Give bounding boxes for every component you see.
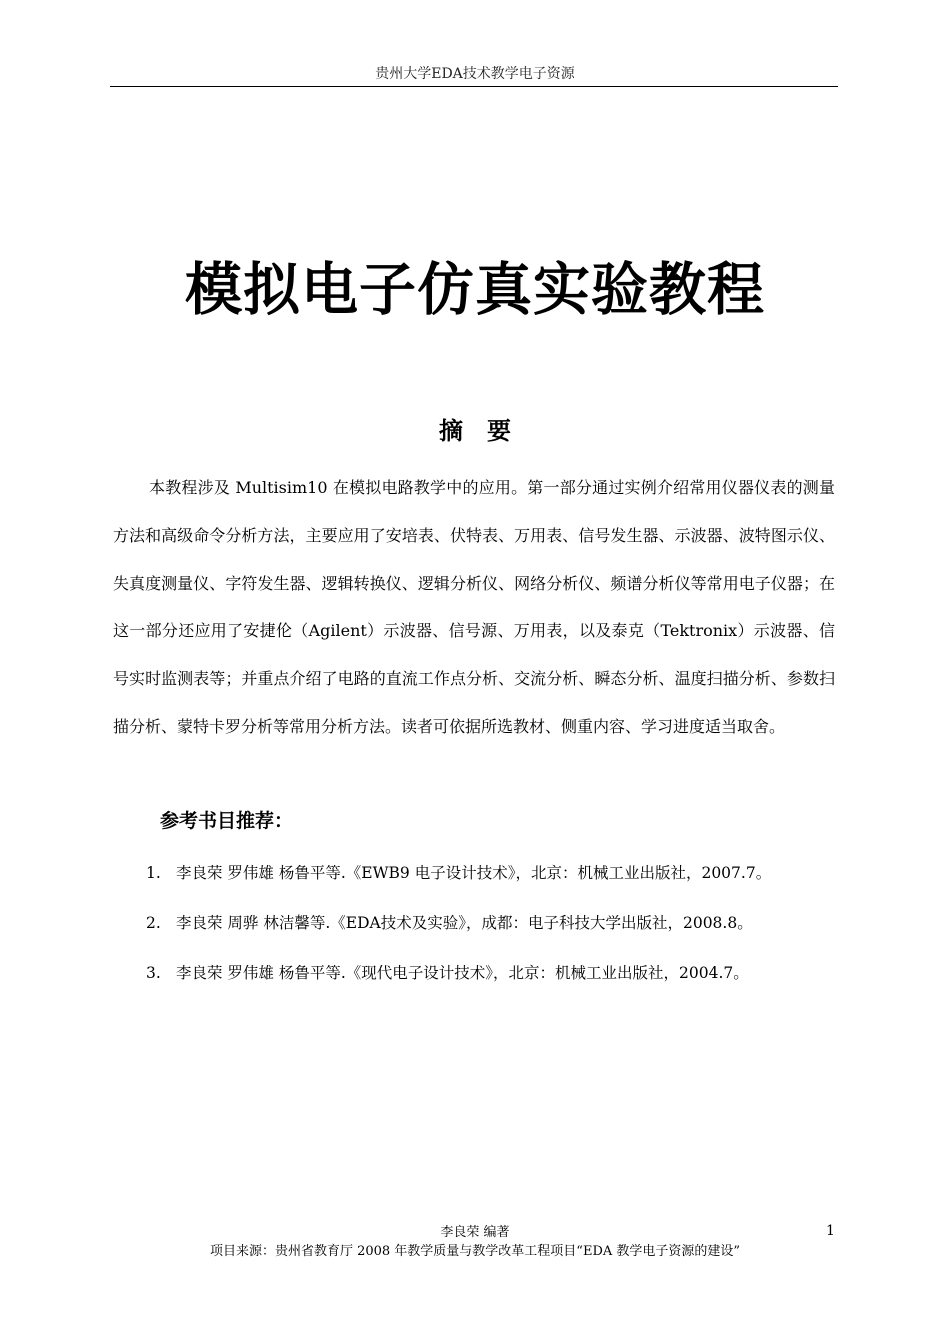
reference-text: 李良荣 周骅 林洁馨等.《EDA技术及实验》，成都：电子科技大学出版社，2008.8。: [176, 914, 753, 932]
reference-text: 李良荣 罗伟雄 杨鲁平等.《EWB9 电子设计技术》，北京：机械工业出版社，2007.7。: [176, 864, 772, 882]
header-divider: [110, 86, 838, 87]
document-title: 模拟电子仿真实验教程: [185, 257, 765, 323]
abstract-body: 本教程涉及 Multisim10 在模拟电路教学中的应用。第一部分通过实例介绍常用仪器仪表的测量方法和高级命令分析方法，主要应用了安培表、伏特表、万用表、信号发生器、示波器、波特图示仪、失真度测量仪、字符发生器、逻辑转换仪、逻辑分析仪、网络分析仪、频谱分析仪等常用电子仪器；在这一部分还应用了安捷伦（Agilent）示波器、信号源、万用表，以及泰克（Tektronix）示波器、信号实时监测表等；并重点介绍了电路的直流工作点分析、交流分析、瞬态分析、温度扫描分析、参数扫描分析、蒙特卡罗分析等常用分析方法。读者可依据所选教材、侧重内容、学习进度适当取舍。: [113, 478, 835, 736]
reference-text: 李良荣 罗伟雄 杨鲁平等.《现代电子设计技术》，北京：机械工业出版社，2004.7。: [176, 964, 749, 982]
page-header: 贵州大学EDA技术教学电子资源: [375, 66, 575, 82]
references-list: [146, 848, 846, 998]
reference-item: [146, 948, 846, 998]
reference-number: 3.: [146, 964, 161, 982]
reference-number: 1.: [146, 864, 161, 882]
references-heading: 参考书目推荐：: [160, 810, 294, 832]
abstract-heading: 摘 要: [439, 417, 511, 445]
page-number: 1: [826, 1223, 835, 1239]
reference-item: [146, 848, 846, 898]
footer-author: 李良荣 编著: [440, 1225, 510, 1240]
footer-project-source: 项目来源：贵州省教育厅 2008 年教学质量与教学改革工程项目“EDA 教学电子资源的建设”: [209, 1244, 741, 1259]
reference-number: 2.: [146, 914, 161, 932]
reference-item: [146, 898, 846, 948]
